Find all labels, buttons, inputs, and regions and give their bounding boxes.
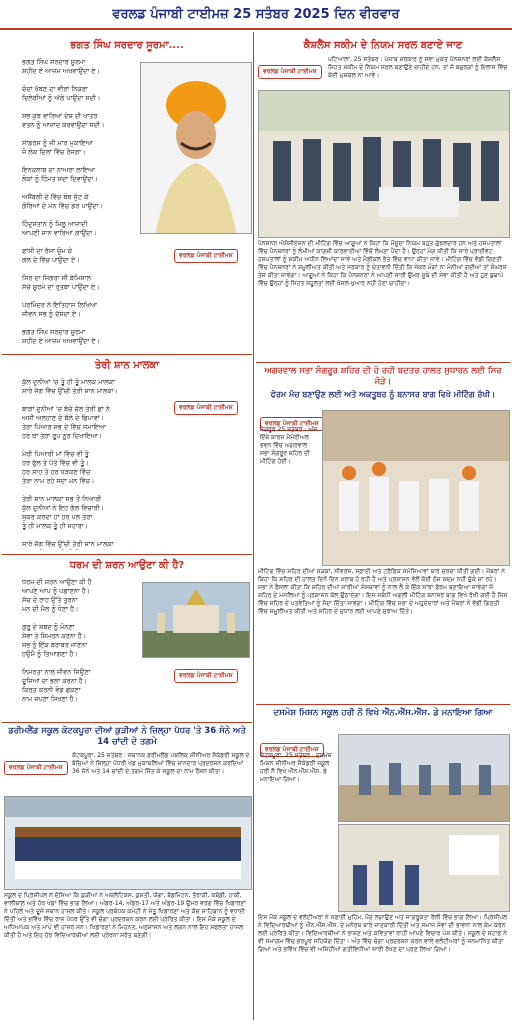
article-lead: ਕੋਟਕਪੂਰਾ, 25 ਸਤੰਬਰ : ਦਸਮੇਸ਼ ਮਿਸ਼ਨ ਸੀਨੀਅਰ ਸੈਕੰਡਰੀ ਸਕੂਲ ਹਰੀ ਨੌ ਵਿਖੇ ਐੱਨ.ਐੱਸ.ਐੱਸ. ਡੇ ਮਨਾਇਆ ਗਿਆ।	[260, 752, 332, 783]
poem-line: ਜੋ ਲੋਕ ਦਿਲਾਂ ਵਿੱਚ ਰੰਜਗਾ।	[22, 148, 86, 156]
poem-line: ਸਾਰੇ ਜੱਗ ਵਿੱਚ ਉੱਚੀ ਤੇਰੀ ਸ਼ਾਨ ਮਾਲਕਾ	[22, 540, 114, 548]
classroom-photo-icon	[339, 825, 509, 911]
article-lead: ਪਟਿਆਲਾ, 25 ਸਤੰਬਰ : ਪੰਜਾਬ ਸਰਕਾਰ ਨੂੰ ਸੇਵਾ ਮੁਕਤ ਪੈਨਸ਼ਨਰਾਂ ਲਈ ਕੈਸ਼ਲੈੱਸ ਸਿਹਤ ਸਕੀਮ ਦੇ ਨਿਯਮ ਸਰਲ ਬਣਾਉਣੇ ਚਾਹੀਦੇ ਹਨ, ਤਾਂ ਜੋ ਬਜ਼ੁਰਗਾਂ ਨੂੰ ਇਲਾਜ ਵਿੱਚ ਕੋਈ ਮੁਸ਼ਕਲ ਨਾ ਆਵੇ।	[328, 56, 508, 79]
brand-logo-3	[174, 662, 238, 683]
poem-line: ਤੇਰਾ ਪਿਆਰ ਸਭ ਦੇ ਵਿੱਚ ਸਮਾਇਆ	[22, 423, 107, 431]
poem-line: ਸੱਚ ਦੇ ਰਾਹ ਉੱਤੇ ਤੁਰਨਾ	[22, 596, 78, 604]
article-body: ਮੀਟਿੰਗ ਵਿੱਚ ਸ਼ਹਿਰ ਦੀਆਂ ਸੜਕਾਂ, ਸੀਵਰੇਜ, ਸਫ਼ਾਈ ਅਤੇ ਟ੍ਰੈਫਿਕ ਸਮੱਸਿਆਵਾਂ ਬਾਰੇ ਚਰਚਾ ਕੀਤੀ ਗਈ। ਮੈਂਬਰਾਂ ਨੇ ਕਿਹਾ ਕਿ ਸ਼ਹਿਰ ਦੀ ਹਾਲਤ ਦਿਨੋਂ ਦਿਨ ਖ਼ਰਾਬ ਹੋ ਰਹੀ ਹੈ ਅਤੇ ਪ੍ਰਸ਼ਾਸਨ ਵੱਲੋਂ ਕੋਈ ਠੋਸ ਕਦਮ ਨਹੀਂ ਚੁੱਕੇ ਜਾ ਰਹੇ। ਸਭਾ ਨੇ ਫੈਸਲਾ ਕੀਤਾ ਕਿ ਸ਼ਹਿਰ ਦੀਆਂ ਸਾਰੀਆਂ ਸੰਸਥਾਵਾਂ ਨੂੰ ਨਾਲ ਲੈ ਕੇ ਇੱਕ ਸਾਂਝਾ ਫੋਰਮ ਬਣਾਇਆ ਜਾਵੇਗਾ ਜੋ ਸ਼ਹਿਰ ਦੇ ਮਸਲਿਆਂ ਨੂੰ ਪ੍ਰਸ਼ਾਸਨ ਕੋਲ ਉਠਾਏਗਾ। ਇਸ ਸਬੰਧੀ ਅਗਲੀ ਮੀਟਿੰਗ ਬਨਾਸਰ ਬਾਗ ਵਿਖੇ ਰੱਖੀ ਗਈ ਹੈ ਜਿਸ ਵਿੱਚ ਸ਼ਹਿਰ ਦੇ ਪਤਵੰਤਿਆਂ ਨੂੰ ਸੱਦਾ ਦਿੱਤਾ ਜਾਵੇਗਾ। ਮੀਟਿੰਗ ਵਿੱਚ ਸਭਾ ਦੇ ਅਹੁਦੇਦਾਰਾਂ ਅਤੇ ਮੈਂਬਰਾਂ ਨੇ ਵੱਡੀ ਗਿਣਤੀ ਵਿੱਚ ਸ਼ਮੂਲੀਅਤ ਕੀਤੀ ਅਤੇ ਸ਼ਹਿਰ ਦੇ ਸੁਧਾਰ ਲਈ ਆਪਣੇ ਸੁਝਾਅ ਦਿੱਤੇ।	[258, 568, 508, 615]
brand-logo-4	[4, 754, 68, 775]
article-title: ਦਸਮੇਸ਼ ਮਿਸ਼ਨ ਸਕੂਲ ਹਰੀ ਨੌ ਵਿਖੇ ਐੱਨ.ਐੱਸ.ਐੱਸ. ਡੇ ਮਨਾਇਆ ਗਿਆ	[273, 708, 493, 718]
poem-title: ਭਗਤ ਸਿੰਘ ਸਰਦਾਰ ਸੂਰਮਾ....	[70, 40, 184, 51]
poem-line: ਕੁੱਲ ਦੁਨੀਆਂ 'ਚ ਤੂੰ ਹੀ ਤੂੰ ਮਾਲਕ ਮਾਲਕਾ	[22, 378, 115, 386]
poem-line: ਗਲ ਦੇ ਵਿੱਚ ਪਾਉਂਦਾ ਏ।	[22, 256, 80, 264]
poem-line: ਨਾਮ ਜਪਣਾ ਸਿਖਣਾ ਹੈ।	[22, 695, 78, 703]
portrait-icon	[141, 63, 251, 233]
poem-line: ਬਾਗਾਂ ਦੁਨੀਆਂ 'ਚ ਬੱਚੇ ਚੱਲ ਤੇਰੀ ਛਾਂ ਨੇ	[22, 405, 110, 413]
poem-line	[22, 211, 132, 220]
poem-line: ਅਸੀਂ ਅਲਹਾਣ ਦੇ ਬੱਲੇ ਦੇ ਛਿਪਾਵਾਂ।	[22, 414, 105, 422]
article-title: ਡਰੀਮਲੈਂਡ ਸਕੂਲ ਕੋਟਕਪੂਰਾ ਦੀਆਂ ਕੁੜੀਆਂ ਨੇ ਜ਼ਿਲ੍ਹਾ ਪੱਧਰ 'ਤੇ 36 ਸੋਨੇ ਅਤੇ 14 ਚਾਂਦੀ ਦੇ ਤਗਮੇ	[8, 726, 246, 747]
brand-logo-text: ਵਰਲਡ ਪੰਜਾਬੀ ਟਾਈਮਜ਼	[174, 249, 238, 263]
section-rule	[256, 704, 510, 705]
article-title: ਕੈਸ਼ਲੈੱਸ ਸਕੀਮ ਦੇ ਨਿਯਮ ਸਰਲ ਬਣਾਏ ਜਾਣ	[303, 40, 463, 51]
brand-logo-text: ਵਰਲਡ ਪੰਜਾਬੀ ਟਾਈਮਜ਼	[174, 401, 238, 415]
poem-line: ਸ਼ੁਕਰ ਕਰਦਾ ਹਾਂ ਹਰ ਪਲ ਤੇਰਾ	[22, 513, 93, 521]
poem-line: ਆਪਣੇ ਆਪ ਨੂੰ ਪਛਾਣਨਾ ਹੈ।	[22, 587, 91, 595]
poem-line	[22, 614, 142, 623]
poem-line: ਫਾਂਸੀ ਦਾ ਰੱਸਾ ਚੁੰਮ ਕੇ	[22, 247, 73, 255]
article-body: ਸਕੂਲ ਦੇ ਪ੍ਰਿੰਸੀਪਲ ਨੇ ਦੱਸਿਆ ਕਿ ਕੁੜੀਆਂ ਨੇ ਅਥਲੈਟਿਕਸ, ਕੁਸ਼ਤੀ, ਯੋਗਾ, ਬੈਡਮਿੰਟਨ, ਤੈਰਾਕੀ, ਕਬੱਡੀ, ਹਾਕੀ, ਵਾਲੀਬਾਲ ਅਤੇ ਹੋਰ ਖੇਡਾਂ ਵਿੱਚ ਭਾਗ ਲਿਆ। ਅੰਡਰ-14, ਅੰਡਰ-17 ਅਤੇ ਅੰਡਰ-19 ਉਮਰ ਵਰਗ ਵਿੱਚ ਖਿਡਾਰਣਾਂ ਨੇ ਪਹਿਲੇ ਅਤੇ ਦੂਜੇ ਸਥਾਨ ਹਾਸਲ ਕੀਤੇ। ਸਕੂਲ ਪ੍ਰਬੰਧਕ ਕਮੇਟੀ ਨੇ ਜੇਤੂ ਖਿਡਾਰਣਾਂ ਅਤੇ ਕੋਚ ਸਾਹਿਬਾਨ ਨੂੰ ਵਧਾਈ ਦਿੱਤੀ ਅਤੇ ਭਵਿੱਖ ਵਿੱਚ ਰਾਜ ਪੱਧਰ ਉੱਤੇ ਵੀ ਚੰਗਾ ਪ੍ਰਦਰਸ਼ਨ ਕਰਨ ਲਈ ਪ੍ਰੇਰਿਤ ਕੀਤਾ। ਇਸ ਮੌਕੇ ਸਕੂਲ ਦੇ ਅਧਿਆਪਕ ਅਤੇ ਮਾਪੇ ਵੀ ਹਾਜ਼ਰ ਸਨ। ਖਿਡਾਰਣਾਂ ਨੇ ਮਿਹਨਤ, ਅਨੁਸ਼ਾਸਨ ਅਤੇ ਲਗਨ ਨਾਲ ਇਹ ਸਫਲਤਾ ਹਾਸਲ ਕੀਤੀ ਹੈ ਅਤੇ ਇਹ ਹੋਰ ਵਿਦਿਆਰਥੀਆਂ ਲਈ ਪ੍ਰੇਰਨਾ ਸਰੋਤ ਬਣੇਗੀ।	[4, 892, 246, 939]
brand-logo-text: ਵਰਲਡ ਪੰਜਾਬੀ ਟਾਈਮਜ਼	[258, 65, 322, 79]
left-column	[2, 32, 252, 1020]
brand-logo-1	[174, 242, 238, 263]
poem-line	[22, 103, 132, 112]
brand-logo-text: ਵਰਲਡ ਪੰਜਾਬੀ ਟਾਈਮਜ਼	[4, 761, 68, 775]
poem-bhagat-singh	[2, 40, 252, 51]
brand-logo-2	[174, 394, 238, 415]
poem-line	[22, 76, 132, 85]
group-photo-icon	[5, 797, 251, 889]
poem-line: ਗੁਰੂ ਦੇ ਸ਼ਬਦ ਨੂੰ ਮੰਨਣਾ	[22, 623, 75, 631]
poem-line: ਭਗਤ ਸਿੰਘ ਸਰਦਾਰ ਸੂਰਮਾ	[22, 58, 86, 66]
right-column	[256, 32, 510, 1020]
poem-line	[22, 549, 162, 550]
poem-line	[22, 441, 162, 450]
poem-line	[22, 704, 142, 710]
poem-line: ਸਿਰ ਦਾ ਜਿਗਰਾ ਸੀ ਬੇਮਿਸਾਲ	[22, 274, 91, 282]
poem-line: ਪਰਮਿੰਦਰ ਨੇ ਇਤਿਹਾਸ ਲਿਖਿਆ	[22, 301, 98, 309]
poem-line	[22, 184, 132, 193]
brand-logo-text: ਵਰਲਡ ਪੰਜਾਬੀ ਟਾਈਮਜ਼	[174, 669, 238, 683]
poem-line: ਮਨ ਦੀ ਮੈਲ ਨੂੰ ਧੋਣਾ ਹੈ।	[22, 605, 79, 613]
poem-title: ਤੇਰੀ ਸ਼ਾਨ ਮਾਲਕਾ	[94, 360, 160, 371]
poem-line: ਨਿਮਰਤਾ ਨਾਲ ਜੀਵਨ ਜਿਉਣਾ	[22, 668, 91, 676]
poem-line: ਜੀਵਨ ਸਭ ਨੂੰ ਦੱਸਦਾ ਏ।	[22, 310, 81, 318]
poem-line: ਤੂੰ ਹੀ ਮਾਲਕ ਤੂੰ ਹੀ ਸਹਾਰਾ।	[22, 522, 88, 530]
poem-line	[22, 238, 132, 247]
article-title: ਅਗਰਵਾਲ ਸਭਾ ਸੰਗਰੂਰ ਸ਼ਹਿਰ ਦੀ ਹੋ ਰਹੀ ਬਦਤਰ ਹਾਲਤ ਸੁਧਾਰਨ ਲਈ ਸਿਰ ਜੋੜੇ।	[264, 366, 502, 387]
article-body: ਪੈਨਸ਼ਨਰ ਐਸੋਸੀਏਸ਼ਨ ਦੀ ਮੀਟਿੰਗ ਵਿੱਚ ਆਗੂਆਂ ਨੇ ਕਿਹਾ ਕਿ ਮੌਜੂਦਾ ਨਿਯਮ ਬਹੁਤ ਗੁੰਝਲਦਾਰ ਹਨ ਅਤੇ ਹਸਪਤਾਲਾਂ ਵਿੱਚ ਪੈਨਸ਼ਨਰਾਂ ਨੂੰ ਲੰਮੀਆਂ ਕਾਗਜ਼ੀ ਕਾਰਵਾਈਆਂ ਵਿੱਚੋਂ ਲੰਘਣਾ ਪੈਂਦਾ ਹੈ। ਉਨ੍ਹਾਂ ਮੰਗ ਕੀਤੀ ਕਿ ਸਾਰੇ ਪ੍ਰਾਈਵੇਟ ਹਸਪਤਾਲਾਂ ਨੂੰ ਸਕੀਮ ਅਧੀਨ ਲਿਆਂਦਾ ਜਾਵੇ ਅਤੇ ਮੈਡੀਕਲ ਭੱਤੇ ਵਿੱਚ ਵਾਧਾ ਕੀਤਾ ਜਾਵੇ। ਮੀਟਿੰਗ ਵਿੱਚ ਵੱਡੀ ਗਿਣਤੀ ਵਿੱਚ ਪੈਨਸ਼ਨਰਾਂ ਨੇ ਸ਼ਮੂਲੀਅਤ ਕੀਤੀ ਅਤੇ ਸਰਕਾਰ ਨੂੰ ਚੇਤਾਵਨੀ ਦਿੱਤੀ ਕਿ ਜੇਕਰ ਮੰਗਾਂ ਨਾ ਮੰਨੀਆਂ ਗਈਆਂ ਤਾਂ ਸੰਘਰਸ਼ ਤੇਜ਼ ਕੀਤਾ ਜਾਵੇਗਾ। ਆਗੂਆਂ ਨੇ ਕਿਹਾ ਕਿ ਪੈਨਸ਼ਨਰਾਂ ਨੇ ਆਪਣੀ ਸਾਰੀ ਉਮਰ ਸੂਬੇ ਦੀ ਸੇਵਾ ਕੀਤੀ ਹੈ ਅਤੇ ਹੁਣ ਬੁਢਾਪੇ ਵਿੱਚ ਉਨ੍ਹਾਂ ਨੂੰ ਸਿਹਤ ਸਹੂਲਤਾਂ ਲਈ ਖੱਜਲ-ਖੁਆਰ ਨਹੀਂ ਹੋਣਾ ਚਾਹੀਦਾ।	[258, 240, 507, 287]
poem-dharam	[2, 560, 252, 571]
poem-line: ਚੰਦਾਂ ਖੱਬਣ ਦਾ ਵੀਰਾ ਨਿਕਰਾ	[22, 85, 88, 93]
poem-body	[22, 378, 162, 550]
poem-line: ਲੋਕਾਂ ਨੂੰ ਹਿੰਮਤ ਸਦਾ ਦਿਵਾਉਂਦਾ।	[22, 175, 98, 183]
poem-line	[22, 292, 132, 301]
masthead	[0, 0, 512, 30]
poem-teri-shan	[2, 360, 252, 371]
poem-title: ਧਰਮ ਦੀ ਸ਼ਰਨ ਆਉਣਾ ਕੀ ਹੈ?	[69, 560, 185, 571]
poem-line: ਸਭ ਕੁਝ ਵਾਰਿਆ ਦੇਸ਼ ਦੀ ਖਾਤਰ	[22, 112, 98, 120]
poem-line: ਹਰ ਥਾਂ ਤੇਰਾ ਰੂਪ ਨੂਰ ਦਿਖਾਇਆ।	[22, 432, 103, 440]
poem-line	[22, 396, 162, 405]
poem-line: ਸੱਚੇ ਸੂਰਮੇ ਦਾ ਰੁਤਬਾ ਪਾਉਂਦਾ ਏ।	[22, 283, 100, 291]
poem-line: ਹਰ ਫੁੱਲ ਤੇ ਪੱਤੇ ਵਿੱਚ ਵੀ ਤੂੰ।	[22, 459, 89, 467]
poem-line: ਤੇਰਾ ਨਾਮ ਰਹੇ ਸਦਾ ਮਨ ਵਿੱਚ।	[22, 477, 95, 485]
poem-line: ਵਤਨ ਨੂੰ ਆਜ਼ਾਦ ਕਰਵਾਉਂਦਾ ਸਦੀ।	[22, 121, 105, 129]
brand-logo-5	[258, 58, 322, 79]
gurdwara-icon	[143, 583, 249, 657]
brand-logo-text: ਵਰਲਡ ਪੰਜਾਬੀ ਟਾਈਮਜ਼	[260, 743, 324, 757]
agarwal-photo-icon	[323, 411, 509, 565]
gurdwara-photo	[142, 582, 250, 658]
poem-line	[22, 319, 132, 328]
section-rule	[2, 554, 252, 555]
poem-line: ਸ਼ਹੀਦ ਏ ਆਜ਼ਮ ਅਖਵਾਉਂਦਾ ਏ।	[22, 337, 100, 345]
poem-line: ਕੁੱਲ ਦੁਨੀਆਂ ਨੇ ਇਹ ਗੱਲ ਵਿਚਾਰੀ।	[22, 504, 104, 512]
column-divider	[253, 32, 254, 1020]
poem-line: ਭਗਤ ਸਿੰਘ ਸਰਦਾਰ ਸੂਰਮਾ	[22, 328, 86, 336]
poem-line	[22, 531, 162, 540]
poem-line: ਸਭ ਨੂੰ ਇੱਕ ਬਰਾਬਰ ਜਾਣਨਾ	[22, 641, 88, 649]
poem-line: ਦੂਜਿਆਂ ਦਾ ਭਲਾ ਕਰਨਾ ਹੈ।	[22, 677, 88, 685]
poem-line	[22, 265, 132, 274]
meeting-photo-icon	[259, 91, 509, 237]
poem-line: ਇਨਕਲਾਬ ਦਾ ਨਾਅਰਾ ਲਾਇਆ	[22, 166, 96, 174]
article-lead: ਕੋਟਕਪੂਰਾ, 25 ਸਤੰਬਰ : ਸਥਾਨਕ ਡਰੀਮਲੈਂਡ ਪਬਲਿਕ ਸੀਨੀਅਰ ਸੈਕੰਡਰੀ ਸਕੂਲ ਦੇ ਬੱਚਿਆਂ ਨੇ ਜ਼ਿਲ੍ਹਾ ਪੱਧਰੀ ਖੇਡ ਮੁਕਾਬਲਿਆਂ ਵਿੱਚ ਸ਼ਾਨਦਾਰ ਪ੍ਰਦਰਸ਼ਨ ਕਰਦਿਆਂ 36 ਸੋਨੇ ਅਤੇ 14 ਚਾਂਦੀ ਦੇ ਤਗਮੇ ਜਿੱਤ ਕੇ ਸਕੂਲ ਦਾ ਨਾਮ ਰੌਸ਼ਨ ਕੀਤਾ।	[72, 752, 250, 775]
section-rule	[2, 722, 252, 723]
poem-line: ਕਿਰਤ ਕਰਨੀ ਵੰਡ ਛਕਣਾ	[22, 686, 81, 694]
school-photo-icon	[339, 735, 509, 821]
article-subtitle: ਫੋਰਮ ਮੰਚ ਬਣਾਉਣ ਲਈ ਅਤੇ ਅਕਤੂਬਰ ਨੂੰ ਬਨਾਸਰ ਬਾਗ ਵਿਖੇ ਮੀਟਿੰਗ ਰੱਖੀ।	[270, 390, 496, 399]
pensioners-meeting-photo	[258, 90, 510, 238]
poem-line: ਹਰ ਸਾਹ ਤੇ ਹਰ ਧੜਕਣ ਵਿੱਚ	[22, 468, 91, 476]
poem-line	[22, 130, 132, 139]
poem-line: ਗੋਰਿਆਂ ਦੇ ਮਨ ਵਿੱਚ ਡਰ ਪਾਉਂਦਾ।	[22, 202, 103, 210]
masthead-title: ਵਰਲਡ ਪੰਜਾਬੀ ਟਾਈਮਜ਼ 25 ਸਤੰਬਰ 2025 ਦਿਨ ਵੀਰਵਾਰ	[112, 6, 400, 22]
poem-line: ਹਉਮੈ ਨੂੰ ਤਿਆਗਣਾ ਹੈ।	[22, 650, 78, 658]
section-rule	[2, 354, 252, 355]
poem-line	[22, 157, 132, 166]
brand-logo-text: ਵਰਲਡ ਪੰਜਾਬੀ ਟਾਈਮਜ਼	[260, 417, 324, 431]
poem-line: ਸਾਂਡਰਸ ਨੂੰ ਜੀ ਮਾਰ ਮੁਕਾਇਆ	[22, 139, 93, 147]
poem-line	[22, 659, 142, 668]
poem-line: ਸਾਰੇ ਜੱਗ ਵਿੱਚ ਉੱਚੀ ਤੇਰੀ ਸ਼ਾਨ ਮਾਲਕਾ।	[22, 387, 119, 395]
section-rule	[256, 362, 510, 363]
poem-line	[22, 486, 162, 495]
poem-line: ਸੇਵਾ ਤੇ ਸਿਮਰਨ ਕਰਨਾ ਹੈ।	[22, 632, 87, 640]
poem-line: ਧਰਮ ਦੀ ਸ਼ਰਨ ਆਉਣਾ ਕੀ ਹੈ	[22, 578, 92, 586]
poem-line: ਆਪਣੀ ਜਾਨ ਵਾਰਿਆ ਗਾਉਂਦਾ।	[22, 229, 97, 237]
students-group-photo	[4, 796, 252, 890]
poem-line: ਮੇਰੀ ਪਿਆਰੀ ਮਾਂ ਵਿੱਚ ਵੀ ਤੂੰ	[22, 450, 89, 458]
poem-body	[22, 58, 132, 348]
poem-line: ਅਸੈਂਬਲੀ ਦੇ ਵਿੱਚ ਬੰਬ ਸੁੱਟ ਕੇ	[22, 193, 89, 201]
agarwal-meeting-photo	[322, 410, 510, 566]
poem-body	[22, 578, 142, 710]
nss-photo-1	[338, 734, 510, 822]
poem-line: ਸ਼ਹੀਦ ਏ ਆਜ਼ਮ ਅਖਵਾਉਂਦਾ ਏ।	[22, 67, 100, 75]
nss-photo-2	[338, 824, 510, 912]
poem-line: ਤੇਰੀ ਸ਼ਾਨ ਮਾਲਕਾ ਸਭ ਤੋਂ ਨਿਆਰੀ	[22, 495, 102, 503]
article-body: ਇਸ ਮੌਕੇ ਸਕੂਲ ਦੇ ਵਲੰਟੀਅਰਾਂ ਨੇ ਸਫ਼ਾਈ ਮੁਹਿੰਮ, ਪੌਦੇ ਲਗਾਉਣ ਅਤੇ ਜਾਗਰੂਕਤਾ ਰੈਲੀ ਵਿੱਚ ਭਾਗ ਲਿਆ। ਪ੍ਰਿੰਸੀਪਲ ਨੇ ਵਿਦਿਆਰਥੀਆਂ ਨੂੰ ਐੱਨ.ਐੱਸ.ਐੱਸ. ਦੇ ਮਨੋਰਥ ਬਾਰੇ ਜਾਣਕਾਰੀ ਦਿੱਤੀ ਅਤੇ ਸਮਾਜ ਸੇਵਾ ਦੀ ਭਾਵਨਾ ਨਾਲ ਕੰਮ ਕਰਨ ਲਈ ਪ੍ਰੇਰਿਤ ਕੀਤਾ। ਵਿਦਿਆਰਥੀਆਂ ਨੇ ਭਾਸ਼ਣ ਅਤੇ ਕਵਿਤਾਵਾਂ ਰਾਹੀਂ ਆਪਣੇ ਵਿਚਾਰ ਪੇਸ਼ ਕੀਤੇ। ਸਕੂਲ ਦੇ ਸਟਾਫ਼ ਨੇ ਵੀ ਸਮਾਗਮ ਵਿੱਚ ਭਰਪੂਰ ਸਹਿਯੋਗ ਦਿੱਤਾ। ਅੰਤ ਵਿੱਚ ਚੰਗਾ ਪ੍ਰਦਰਸ਼ਨ ਕਰਨ ਵਾਲੇ ਵਲੰਟੀਅਰਾਂ ਨੂੰ ਸਨਮਾਨਿਤ ਕੀਤਾ ਗਿਆ ਅਤੇ ਭਵਿੱਖ ਵਿੱਚ ਵੀ ਅਜਿਹੀਆਂ ਗਤੀਵਿਧੀਆਂ ਜਾਰੀ ਰੱਖਣ ਦਾ ਪ੍ਰਣ ਲਿਆ ਗਿਆ।	[258, 914, 508, 953]
portrait-photo	[140, 62, 252, 234]
article-lead: ਸੰਗਰੂਰ 25 ਸਤੰਬਰ : ਅੱਜ ਇੱਥੇ ਕਾਰਜ ਮੈਮੋਰੀਅਲ ਭਵਨ ਵਿੱਚ ਅਗਰਵਾਲ ਸਭਾ ਸੰਗਰੂਰ ਸ਼ਹਿਰ ਦੀ ਮੀਟਿੰਗ ਹੋਈ।	[260, 426, 318, 465]
poem-line: ਹਿੰਦੁਸਤਾਨ ਨੂੰ ਮਿਲੂ ਆਜ਼ਾਦੀ	[22, 220, 88, 228]
poem-line: ਦਿਲੇਰੀਆਂ ਨੂੰ ਅੱਗੇ ਪਾਉਂਦਾ ਸਦੀ।	[22, 94, 101, 102]
